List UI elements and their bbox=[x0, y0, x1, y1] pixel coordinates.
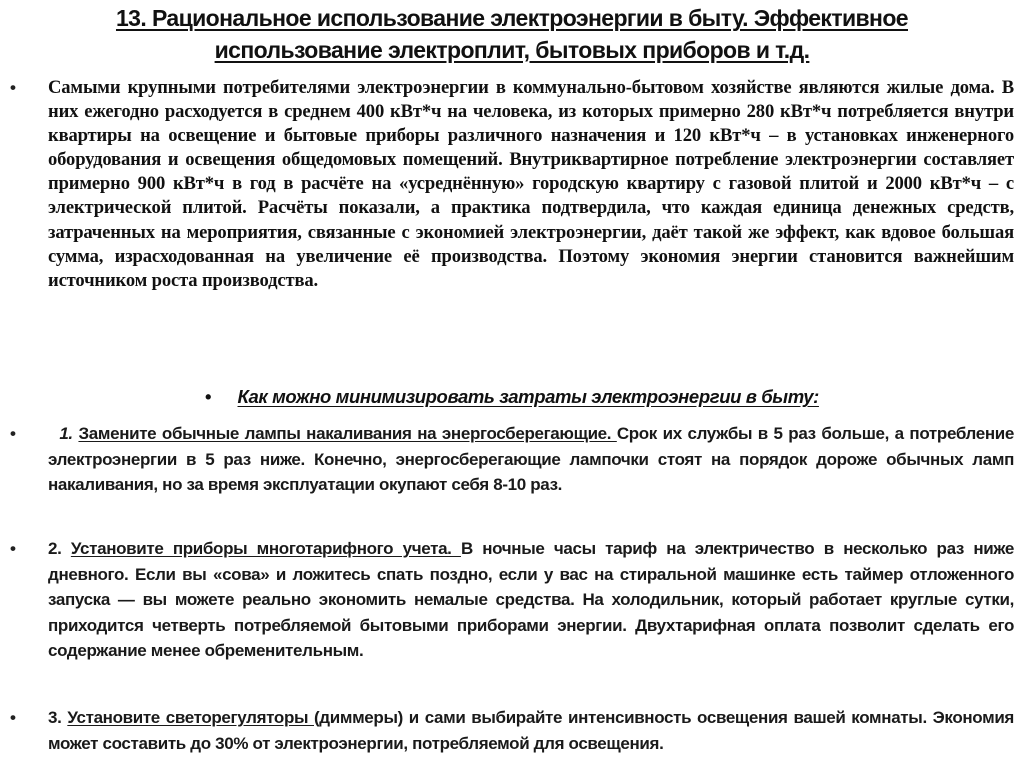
tip-3 bbox=[48, 705, 1014, 756]
tip-heading: Установите приборы многотарифного учета. bbox=[70, 539, 461, 558]
tip-number: 3. bbox=[48, 708, 62, 727]
tip-body: (диммеры) и сами выбирайте интенсивность освещения вашей комнаты. Экономия может составить до 30% от электроэнергии, потребляемой для освещения. bbox=[48, 708, 1014, 753]
tip-heading: Установите светорегуляторы bbox=[67, 708, 314, 727]
title-line-1: 13. Рациональное использование электроэнергии в быту. Эффективное bbox=[115, 5, 908, 31]
tip-2 bbox=[48, 536, 1014, 664]
subheading-text: Как можно минимизировать затраты электроэнергии в быту: bbox=[237, 386, 819, 407]
bullet-icon: • bbox=[10, 539, 16, 558]
tip-body: Срок их службы в 5 раз больше, а потребление электроэнергии в 5 раз ниже. Конечно, энергосберегающие лампочки стоят на порядок дороже обычных ламп накаливания, но за время эксплуатации окупают себя 8-10 раз. bbox=[48, 424, 1014, 495]
tip-1 bbox=[48, 421, 1014, 498]
bullet-icon: • bbox=[205, 386, 212, 407]
title-line-2: использование электроплит, бытовых приборов и т.д. bbox=[214, 37, 810, 63]
tip-number: 1. bbox=[59, 424, 73, 443]
bullet-icon: • bbox=[10, 424, 16, 443]
page-title bbox=[0, 2, 1024, 66]
tip-body: В ночные часы тариф на электричество в несколько раз ниже дневного. Если вы «сова» и ложитесь спать поздно, если у вас на стиральной машинке есть таймер отложенного запуска — вы можете реально экономить немалые средства. На холодильник, который работает круглые сутки, приходится четверть потребляемой бытовыми приборами энергии. Двухтарифная оплата позволит сделать его содержание менее обременительным. bbox=[48, 539, 1014, 661]
tip-heading: Замените обычные лампы накаливания на энергосберегающие. bbox=[78, 424, 617, 443]
bullet-icon: • bbox=[10, 78, 16, 97]
bullet-icon: • bbox=[10, 708, 16, 727]
subheading bbox=[0, 384, 1024, 410]
intro-paragraph: Самыми крупными потребителями электроэнергии в коммунально-бытовом хозяйстве являются жилые дома. В них ежегодно расходуется в среднем 400 кВт*ч на человека, из которых примерно 280 кВт*ч потребляется внутри квартиры на освещение и бытовые приборы различного назначения и 120 кВт*ч – в установках инженерного оборудования и освещения общедомовых помещений. Внутриквартирное потребление электроэнергии составляет примерно 900 кВт*ч в год в расчёте на «усреднённую» городскую квартиру с газовой плитой и 2000 кВт*ч – с электрической плитой. Расчёты показали, а практика подтвердила, что каждая единица денежных средств, затраченных на мероприятия, связанные с экономией электроэнергии, даёт такой же эффект, как вдовое большая сумма, израсходованная на увеличение её производства. Поэтому экономия энергии становится важнейшим источником роста производства. bbox=[48, 77, 1014, 291]
tip-number: 2. bbox=[48, 539, 62, 558]
